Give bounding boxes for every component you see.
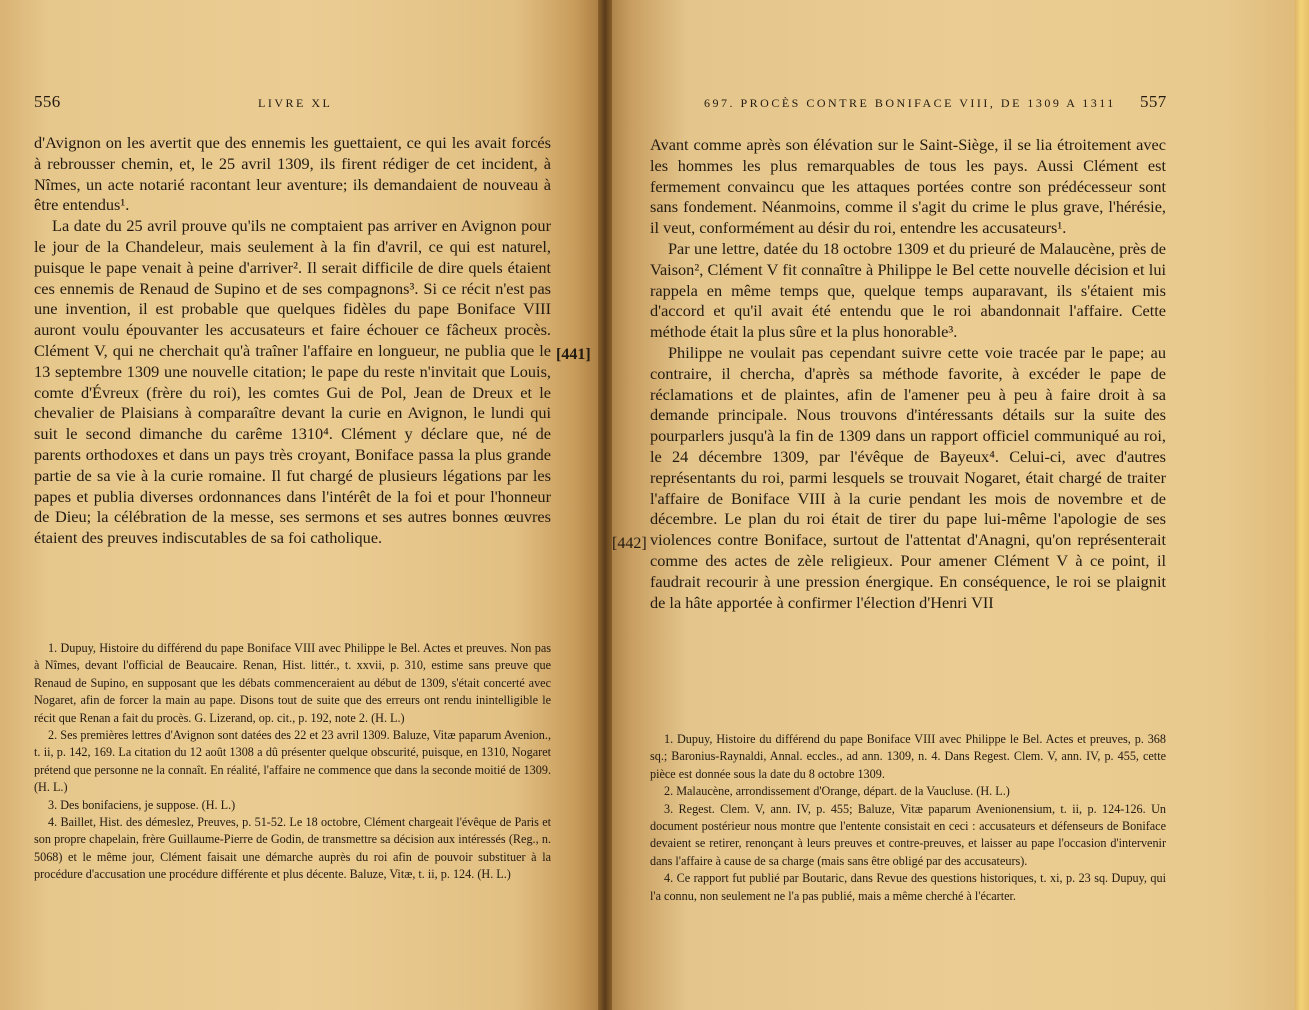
left-margin-reference: [441] xyxy=(556,346,591,363)
footnote: 3. Des bonifaciens, je suppose. (H. L.) xyxy=(48,797,236,812)
footnote: 4. Ce rapport fut publié par Boutaric, dans Revue des questions historiques, t. xi, p. 23 sq. Dupuy, qui l'a connu, non seulement ne l'a pas publié, mais a même cherché à l'écarter. xyxy=(650,871,1166,903)
left-body xyxy=(34,133,551,549)
left-paragraph: d'Avignon on les avertit que des ennemis les guettaient, ce qui les avait forcés à rebrousser chemin, et, le 25 avril 1309, ils firent rédiger de cet incident, à Nîmes, un acte notarié racontant leur aventure; ils demandaient de nouveau à être entendus¹. xyxy=(34,133,551,215)
page-edge xyxy=(1295,0,1309,1010)
footnote: 1. Dupuy, Histoire du différend du pape Boniface VIII avec Philippe le Bel. Actes et preuves. Non pas à Nîmes, devant l'official de Beaucaire. Renan, Hist. littér., t. xxvii, p. 310, estime sans preuve que Renaud de Supino, en supposant que les débats commenceraient au début de 1309, s'était concerté avec Nogaret, afin de forcer la main au pape. Disons tout de suite que des erreurs ont rendu inintelligible le récit que Renan a fait du procès. G. Lizerand, op. cit., p. 192, note 2. (H. L.) xyxy=(34,641,551,725)
footnote: 1. Dupuy, Histoire du différend du pape Boniface VIII avec Philippe le Bel. Actes et preuves, p. 368 sq.; Baronius-Raynaldi, Annal. eccles., ad ann. 1309, n. 4. Dans Regest. Clem. V, ann. IV, p. 455, cette pièce est donnée sous la date du 8 octobre 1309. xyxy=(650,732,1166,781)
left-running-title: LIVRE XL xyxy=(258,96,333,110)
left-page-number: 556 xyxy=(34,92,61,111)
footnote: 2. Malaucène, arrondissement d'Orange, départ. de la Vaucluse. (H. L.) xyxy=(664,784,1010,799)
book-gutter xyxy=(598,0,612,1010)
right-paragraph: Par une lettre, datée du 18 octobre 1309 et du prieuré de Malaucène, près de Vaison², Clément V fit connaître à Philippe le Bel cette nouvelle décision et lui rappela en même temps que, quelque temps auparavant, ils s'étaient mis d'accord et qu'il avait été entendu que le roi abandonnait l'affaire. Cette méthode était la plus sûre et la plus honorable³. xyxy=(650,238,1166,342)
right-margin-reference: [442] xyxy=(612,535,647,552)
footnote: 4. Baillet, Hist. des démeslez, Preuves, p. 51-52. Le 18 octobre, Clément chargeait l'évêque de Paris et son propre chapelain, frère Guillaume-Pierre de Godin, de transmettre sa décision aux intéressés (Reg., n. 5068) et le même jour, Clément faisait une démarche auprès du roi afin de pouvoir substituer à la procédure d'accusation une procédure différente et plus décente. Baluze, Vitæ, t. ii, p. 124. (H. L.) xyxy=(34,815,551,882)
right-body xyxy=(650,135,1166,613)
left-footnotes xyxy=(34,640,551,884)
right-paragraph: Avant comme après son élévation sur le Saint-Siège, il se lia étroitement avec les hommes les plus remarquables de tous les pays. Aussi Clément est fermement convaincu que les attaques portées contre son prédécesseur sont sans fondement. Néanmoins, comme il s'agit du crime le plus grave, l'hérésie, il veut, conformément au désir du roi, entendre les accusateurs¹. xyxy=(650,135,1166,238)
right-page xyxy=(604,0,1309,1010)
left-page xyxy=(0,0,604,1010)
footnote: 2. Ses premières lettres d'Avignon sont datées des 22 et 23 avril 1309. Baluze, Vitæ paparum Avenion., t. ii, p. 142, 169. La citation du 12 août 1308 a dû présenter quelque obscurité, puisque, en 1310, Nogaret prétend que personne ne la connaît. En réalité, l'affaire ne commence que dans la seconde moitié de 1309. (H. L.) xyxy=(34,728,551,795)
right-footnotes xyxy=(650,731,1166,905)
footnote: 3. Regest. Clem. V, ann. IV, p. 455; Baluze, Vitæ paparum Avenionensium, t. ii, p. 124-126. Un document postérieur nous montre que l'entente consistait en ceci : accusateurs et défenseurs de Boniface devaient se retirer, renonçant à leurs preuves et contre-preuves, et laisser au pape l'occasion d'intervenir dans l'affaire à cause de sa charge (mais sans être obligé par des accusateurs). xyxy=(650,801,1166,868)
left-paragraph: La date du 25 avril prouve qu'ils ne comptaient pas arriver en Avignon pour le jour de la Chandeleur, mais seulement à la fin d'avril, ce qui est naturel, puisque le pape venait à peine d'arriver². Il serait difficile de dire quels étaient ces ennemis de Renaud de Supino et de ses compagnons³. Si ce récit n'est pas une invention, il est probable que quelques fidèles du pape Boniface VIII auront voulu épouvanter les accusateurs et faire échouer ce fâcheux procès. Clément V, qui ne cherchait qu'à traîner l'affaire en longueur, ne publia que le 13 septembre 1309 une nouvelle citation; le pape du reste n'invitait que Louis, comte d'Évreux (frère du roi), les comtes Gui de Pol, Jean de Dreux et le chevalier de Plaisians à comparaître devant la curie en Avignon, le lundi qui suit le second dimanche du carême 1310⁴. Clément y déclare que, né de parents orthodoxes et dans un pays très croyant, Boniface passa la plus grande partie de sa vie à la curie romaine. Il fut chargé de plusieurs légations par les papes et publia diverses ordonnances dans l'intérêt de la foi et pour l'honneur de Dieu; la célébration de la messe, ses sermons et ses autres bonnes œuvres étaient des preuves indiscutables de sa foi catholique. xyxy=(34,216,551,548)
right-page-number: 557 xyxy=(1140,92,1167,111)
right-running-title: 697. PROCÈS CONTRE BONIFACE VIII, DE 1309 A 1311 xyxy=(704,96,1116,110)
right-paragraph: Philippe ne voulait pas cependant suivre cette voie tracée par le pape; au contraire, il chercha, d'après sa méthode favorite, à excéder le pape de réclamations et de plaintes, afin de l'amener peu à peu à faire droit à sa demande principale. Nous trouvons d'intéressants détails sur la suite des pourparlers jusqu'à la fin de 1309 dans un rapport officiel communiqué au roi, le 24 décembre 1309, par l'évêque de Bayeux⁴. Celui-ci, avec d'autres représentants du roi, parmi lesquels se trouvait Nogaret, était chargé de traiter l'affaire de Boniface VIII à la curie pendant les mois de novembre et de décembre. Le plan du roi était de tirer du pape lui-même l'apologie de ses violences contre Boniface, surtout de l'attentat d'Anagni, qu'on représenterait comme des actes de zèle religieux. Pour amener Clément V à ce point, il faudrait recourir à une pression énergique. En conséquence, le roi se plaignit de la hâte apportée à confirmer l'élection d'Henri VII xyxy=(650,342,1166,612)
